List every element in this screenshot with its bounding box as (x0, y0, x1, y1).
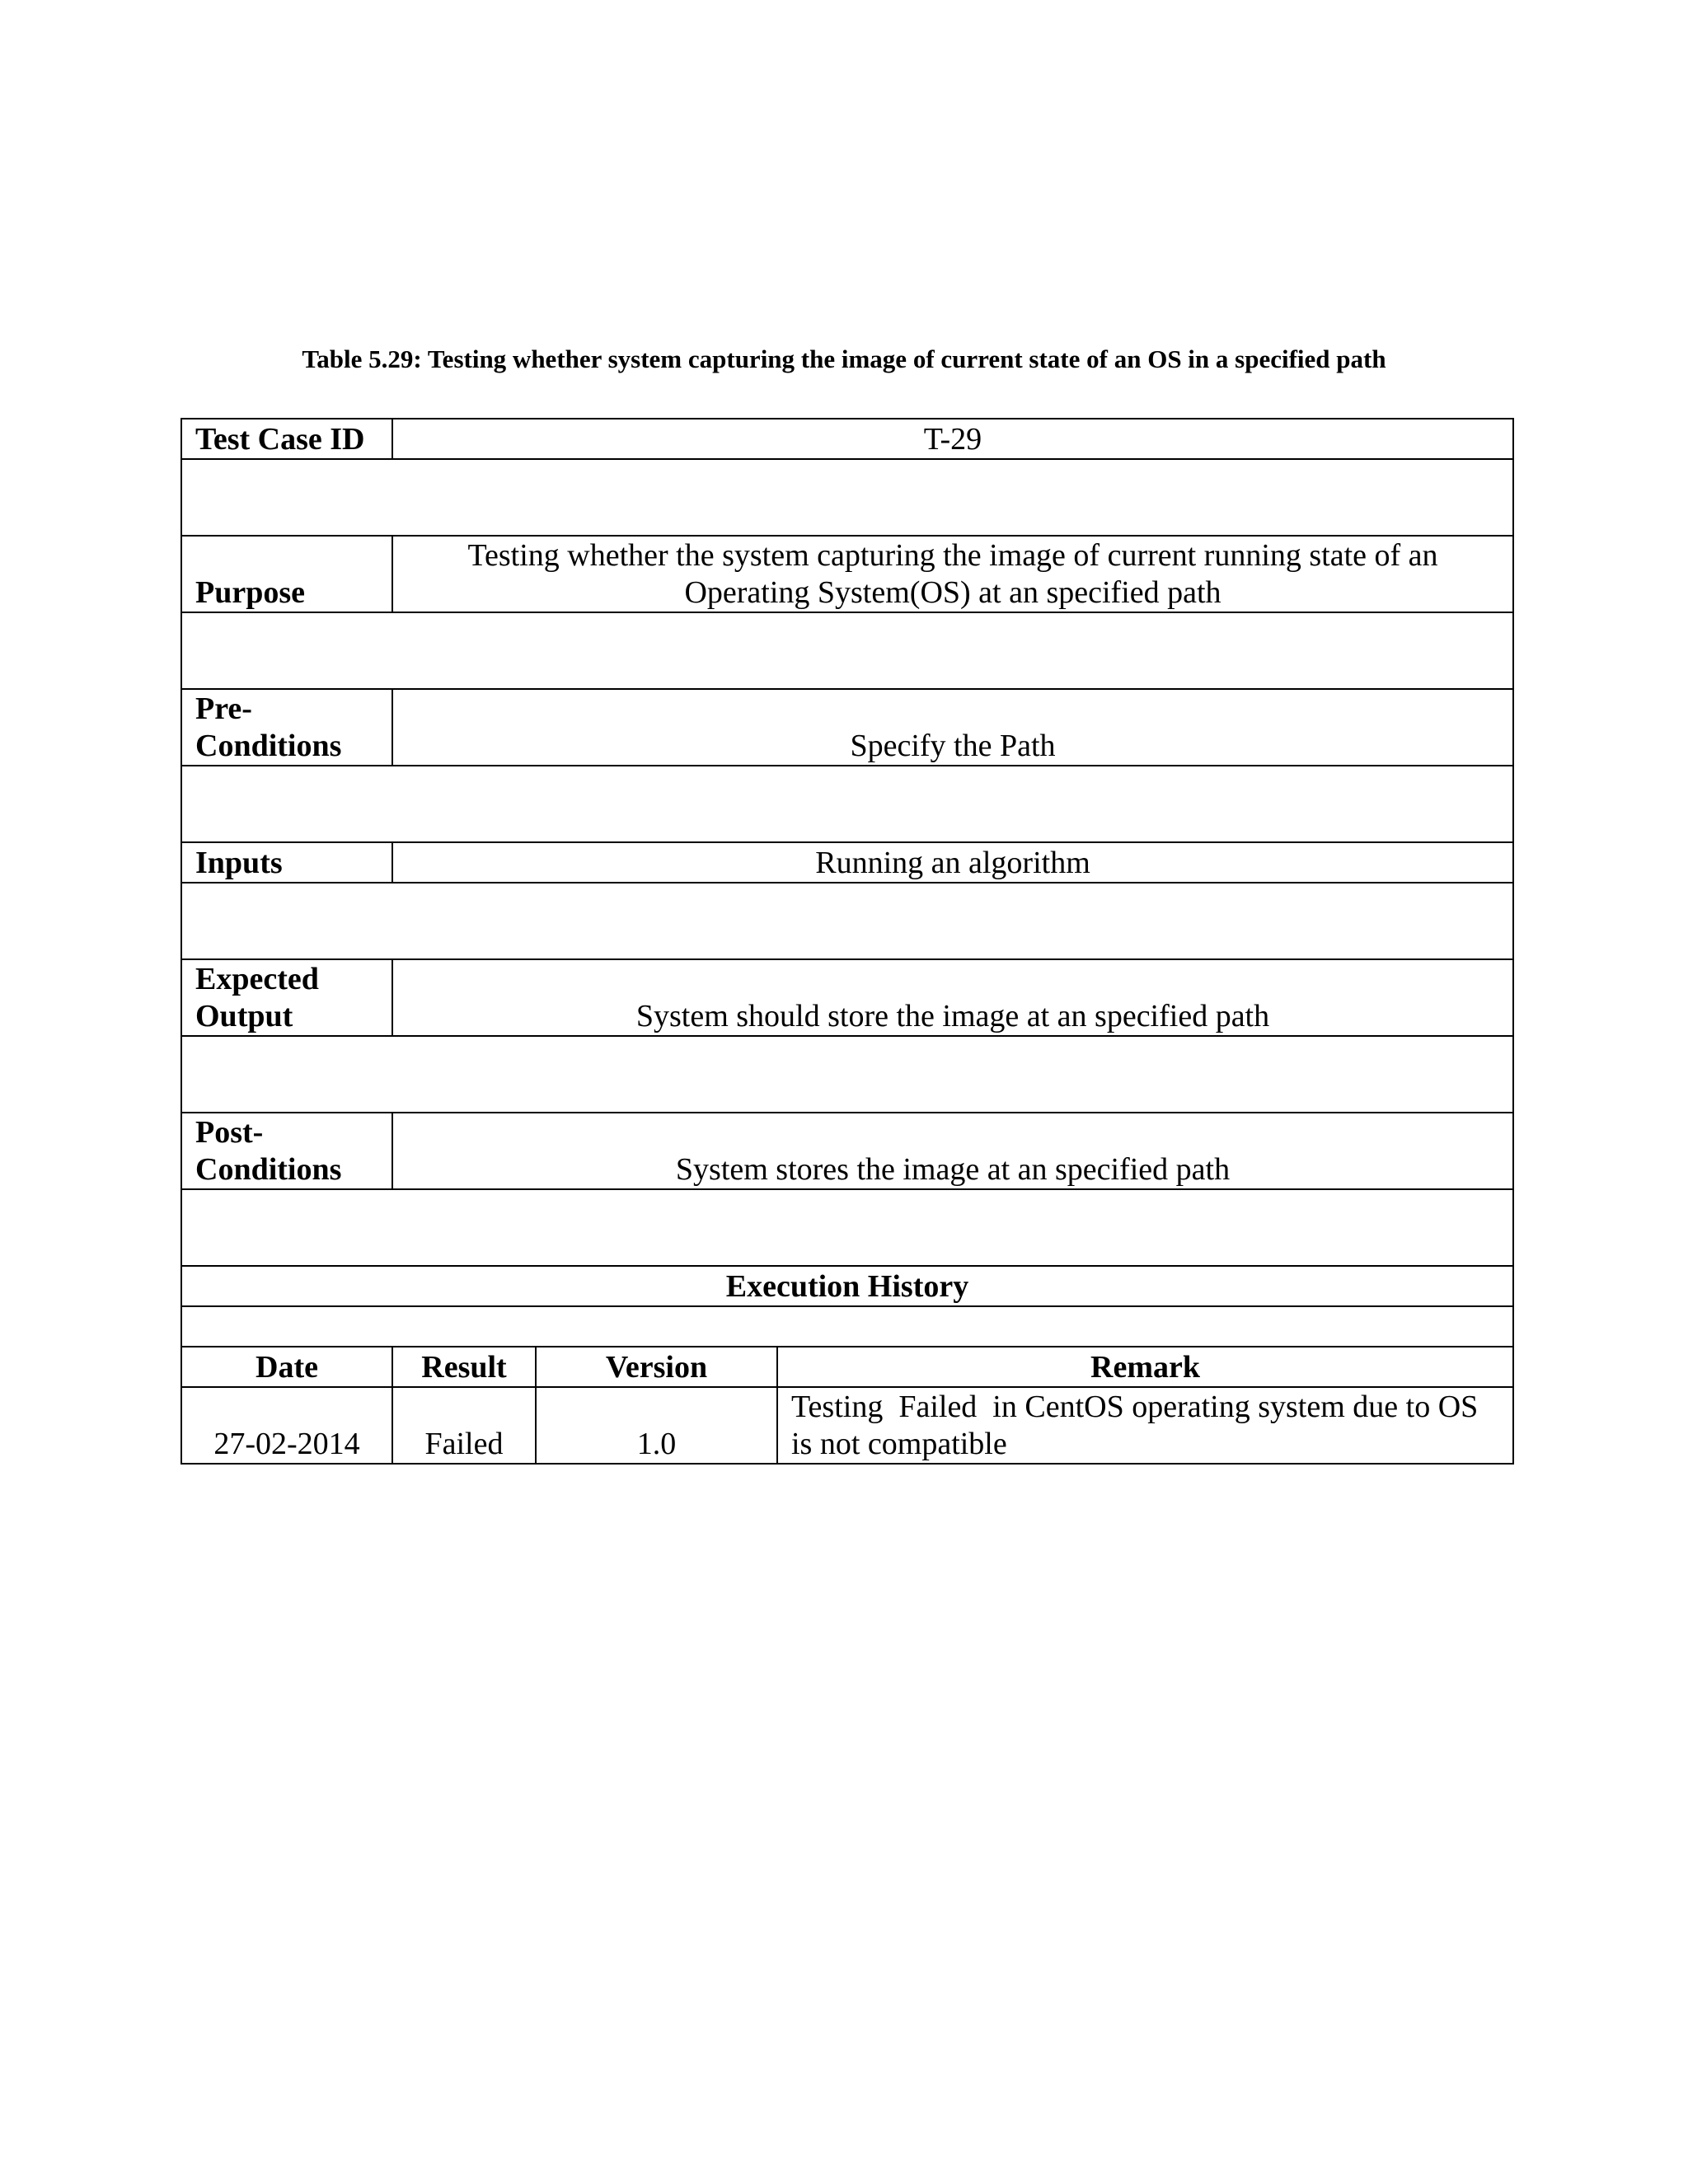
column-header-date: Date (181, 1347, 392, 1387)
row-test-case-id (181, 419, 1513, 459)
history-result: Failed (392, 1387, 536, 1464)
inputs-label: Inputs (181, 842, 392, 883)
column-header-remark: Remark (777, 1347, 1513, 1387)
expected-output-value: System should store the image at an specified path (392, 959, 1513, 1036)
row-postconditions (181, 1113, 1513, 1189)
execution-history-heading: Execution History (181, 1266, 1513, 1306)
history-date: 27-02-2014 (181, 1387, 392, 1464)
history-header-row (181, 1347, 1513, 1387)
test-case-table (181, 418, 1514, 1465)
row-preconditions (181, 689, 1513, 766)
postconditions-value: System stores the image at an specified path (392, 1113, 1513, 1189)
spacer-row (181, 766, 1513, 842)
inputs-value: Running an algorithm (392, 842, 1513, 883)
test-case-id-value: T-29 (392, 419, 1513, 459)
row-execution-history-heading (181, 1266, 1513, 1306)
postconditions-label: Post- Conditions (181, 1113, 392, 1189)
row-purpose (181, 536, 1513, 612)
column-header-version: Version (536, 1347, 777, 1387)
test-case-id-label: Test Case ID (181, 419, 392, 459)
row-expected-output (181, 959, 1513, 1036)
spacer-row (181, 612, 1513, 689)
history-version: 1.0 (536, 1387, 777, 1464)
spacer-row (181, 1189, 1513, 1266)
table-row (181, 1387, 1513, 1464)
history-remark: Testing Failed in CentOS operating system due to OS is not compatible (777, 1387, 1513, 1464)
spacer-row (181, 883, 1513, 959)
preconditions-value: Specify the Path (392, 689, 1513, 766)
purpose-label: Purpose (181, 536, 392, 612)
row-inputs (181, 842, 1513, 883)
column-header-result: Result (392, 1347, 536, 1387)
table-caption: Table 5.29: Testing whether system capturing the image of current state of an OS in a specified path (302, 344, 1386, 373)
expected-output-label: Expected Output (181, 959, 392, 1036)
preconditions-label: Pre- Conditions (181, 689, 392, 766)
spacer-row (181, 1036, 1513, 1113)
purpose-value: Testing whether the system capturing the image of current running state of an Operating System(OS) at an specified path (392, 536, 1513, 612)
spacer-row (181, 1306, 1513, 1347)
spacer-row (181, 459, 1513, 536)
